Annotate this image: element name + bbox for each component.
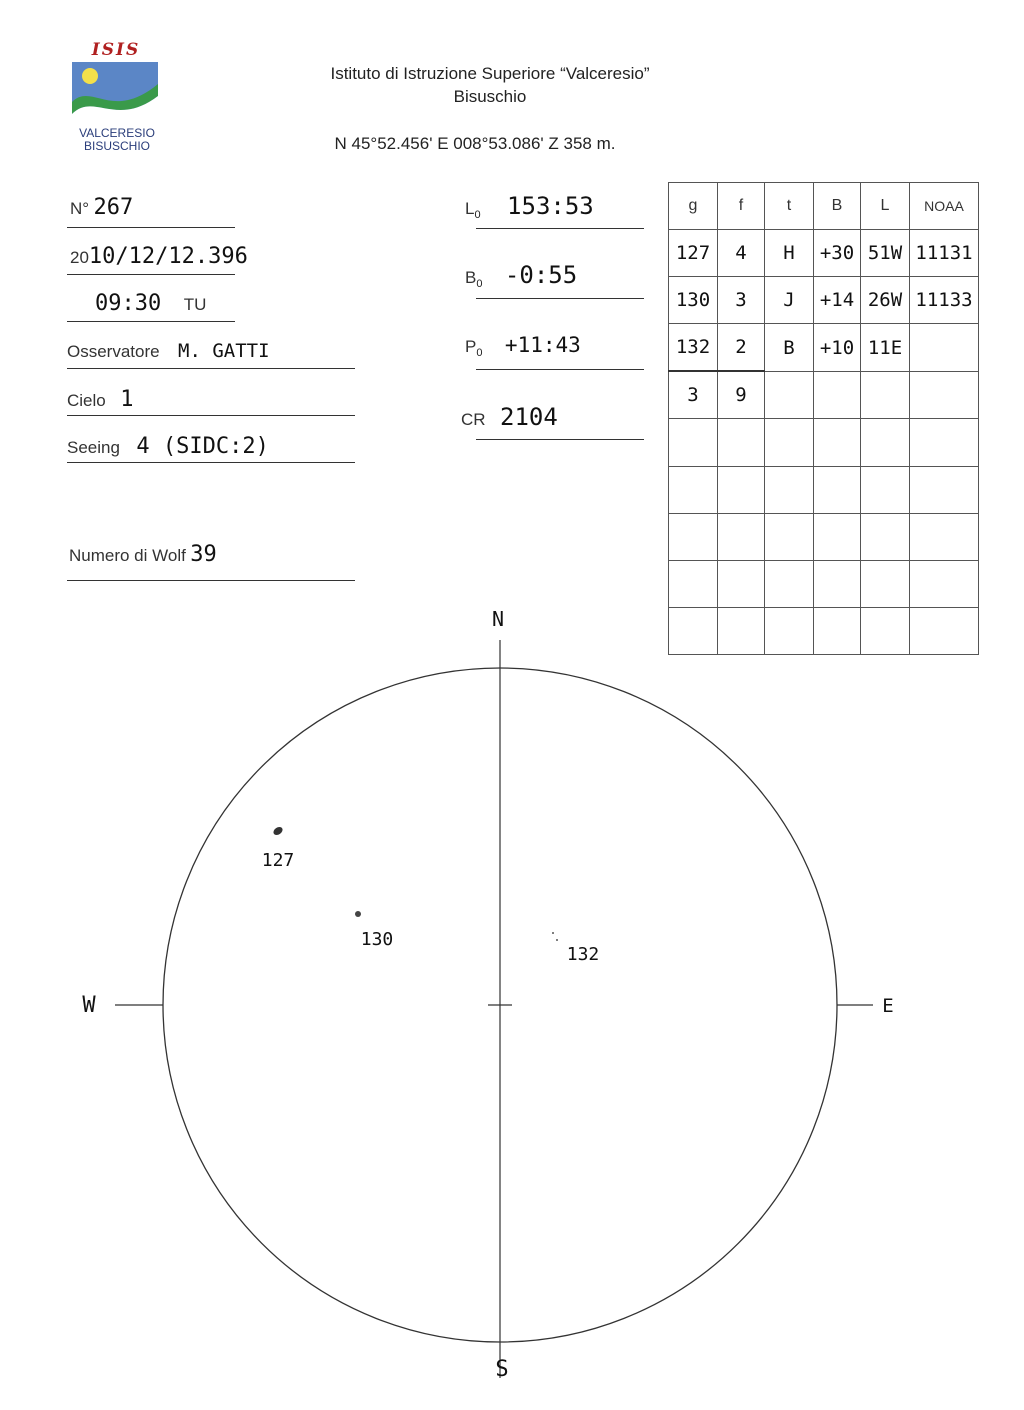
cell-l: 51W — [861, 230, 910, 277]
time-field — [95, 291, 206, 316]
wolf-number-label: Numero di Wolf — [69, 546, 186, 565]
cell-l — [861, 371, 910, 419]
cell-g — [669, 419, 718, 466]
cell-b — [814, 419, 861, 466]
date-underline — [67, 274, 235, 275]
sunspot-group-132-mark-b — [556, 939, 558, 941]
cell-l: 26W — [861, 277, 910, 324]
cell-l — [861, 419, 910, 466]
cell-noaa: 11133 — [910, 277, 979, 324]
b0-subscript: 0 — [476, 278, 483, 291]
b0-underline — [476, 298, 644, 299]
institute-town: Bisuschio — [453, 87, 527, 106]
sunspot-group-132-mark-a — [552, 932, 554, 934]
seeing-underline — [67, 462, 355, 463]
north-label: N — [491, 607, 505, 631]
column-header-noaa: NOAA — [910, 183, 979, 230]
logo-caption — [70, 127, 164, 153]
cell-noaa: 11131 — [910, 230, 979, 277]
l0-label: L — [465, 199, 475, 218]
sunspot-group-127-mark — [272, 825, 284, 836]
cell-b — [814, 466, 861, 513]
logo-title: ISIS — [91, 40, 141, 60]
column-header-l: L — [861, 183, 910, 230]
cr-underline — [476, 439, 644, 440]
cell-noaa — [910, 419, 979, 466]
time-unit: TU — [183, 295, 207, 314]
p0-field — [465, 333, 581, 359]
column-header-g: g — [669, 183, 718, 230]
table-row — [669, 324, 979, 372]
sky-value: 1 — [120, 387, 134, 412]
cell-f: 4 — [718, 230, 765, 277]
table-row — [669, 419, 979, 466]
table-row — [669, 466, 979, 513]
sunspot-group-127-label: 127 — [261, 850, 295, 871]
number-underline — [67, 227, 235, 228]
cell-f — [718, 466, 765, 513]
column-header-t: t — [765, 183, 814, 230]
time-value: 09:30 — [95, 291, 162, 316]
b0-label: B — [465, 268, 477, 287]
school-logo — [72, 62, 158, 124]
logo-sun-wave-icon — [72, 62, 158, 124]
cell-g: 132 — [669, 324, 718, 372]
cell-b — [814, 513, 861, 560]
l0-underline — [476, 228, 644, 229]
sky-label: Cielo — [67, 391, 106, 410]
cell-g — [669, 513, 718, 560]
observer-field — [67, 340, 270, 362]
cell-f: 3 — [718, 277, 765, 324]
table-row — [669, 513, 979, 560]
cell-l — [861, 513, 910, 560]
date-prefix: 20 — [70, 248, 89, 267]
date-value: 10/12/12.396 — [88, 244, 248, 269]
wolf-number-value: 39 — [190, 542, 217, 567]
institute-name: Istituto di Istruzione Superiore “Valceresio” — [330, 64, 650, 83]
p0-label: P — [465, 337, 477, 356]
south-label: S — [495, 1357, 509, 1382]
p0-value: +11:43 — [504, 333, 581, 357]
cell-noaa — [910, 324, 979, 372]
station-coordinates: N 45°52.456' E 008°53.086' Z 358 m. — [334, 134, 616, 153]
solar-disk-drawing — [0, 600, 1024, 1400]
cell-f — [718, 513, 765, 560]
cell-t — [765, 371, 814, 419]
cell-f: 9 — [718, 371, 765, 419]
cell-noaa — [910, 466, 979, 513]
time-underline — [67, 321, 235, 322]
cell-b: +10 — [814, 324, 861, 372]
table-header-row — [669, 183, 979, 230]
logo-caption-line1: VALCERESIO — [79, 126, 155, 140]
seeing-label: Seeing — [67, 438, 120, 457]
cell-b — [814, 371, 861, 419]
b0-field — [465, 261, 577, 290]
sky-field — [67, 387, 133, 412]
logo-caption-line2: BISUSCHIO — [83, 139, 150, 153]
cell-t: H — [765, 230, 814, 277]
l0-subscript: 0 — [474, 209, 481, 222]
cell-t — [765, 419, 814, 466]
cell-f: 2 — [718, 324, 765, 372]
seeing-value: 4 (SIDC:2) — [136, 434, 269, 459]
cell-b: +30 — [814, 230, 861, 277]
sunspot-group-130-mark — [355, 911, 361, 917]
wolf-number-field — [69, 542, 217, 567]
cell-t: J — [765, 277, 814, 324]
table-row — [669, 230, 979, 277]
observer-label: Osservatore — [67, 342, 160, 361]
cell-t — [765, 513, 814, 560]
table-row — [669, 371, 979, 419]
observer-value: M. GATTI — [178, 340, 270, 362]
cell-noaa — [910, 513, 979, 560]
sunspot-group-130-label: 130 — [360, 929, 394, 950]
cr-value: 2104 — [500, 403, 558, 431]
number-field — [70, 195, 133, 220]
east-label: E — [882, 995, 894, 1017]
p0-subscript: 0 — [476, 347, 483, 360]
b0-value: -0:55 — [504, 261, 578, 289]
cell-l — [861, 466, 910, 513]
l0-field — [465, 192, 594, 221]
observer-underline — [67, 368, 355, 369]
column-header-b: B — [814, 183, 861, 230]
table-body — [669, 230, 979, 655]
number-value: 267 — [93, 195, 134, 220]
l0-value: 153:53 — [507, 192, 594, 220]
seeing-field — [67, 434, 269, 459]
column-header-f: f — [718, 183, 765, 230]
cr-field — [461, 403, 558, 431]
cr-label: CR — [461, 410, 486, 429]
cell-t: B — [765, 324, 814, 372]
cell-f — [718, 419, 765, 466]
table-row — [669, 277, 979, 324]
cell-b: +14 — [814, 277, 861, 324]
number-label: N° — [70, 199, 90, 218]
date-field — [70, 244, 248, 269]
cell-t — [765, 466, 814, 513]
sky-underline — [67, 415, 355, 416]
sunspot-group-132-label: 132 — [566, 944, 600, 965]
cell-g: 130 — [669, 277, 718, 324]
p0-underline — [476, 369, 644, 370]
wolf-number-underline — [67, 580, 355, 581]
west-label: W — [82, 993, 96, 1018]
cell-noaa — [910, 371, 979, 419]
cell-l: 11E — [861, 324, 910, 372]
sunspot-groups-table — [668, 182, 979, 655]
cell-g — [669, 466, 718, 513]
cell-g: 127 — [669, 230, 718, 277]
cell-g: 3 — [669, 371, 718, 419]
